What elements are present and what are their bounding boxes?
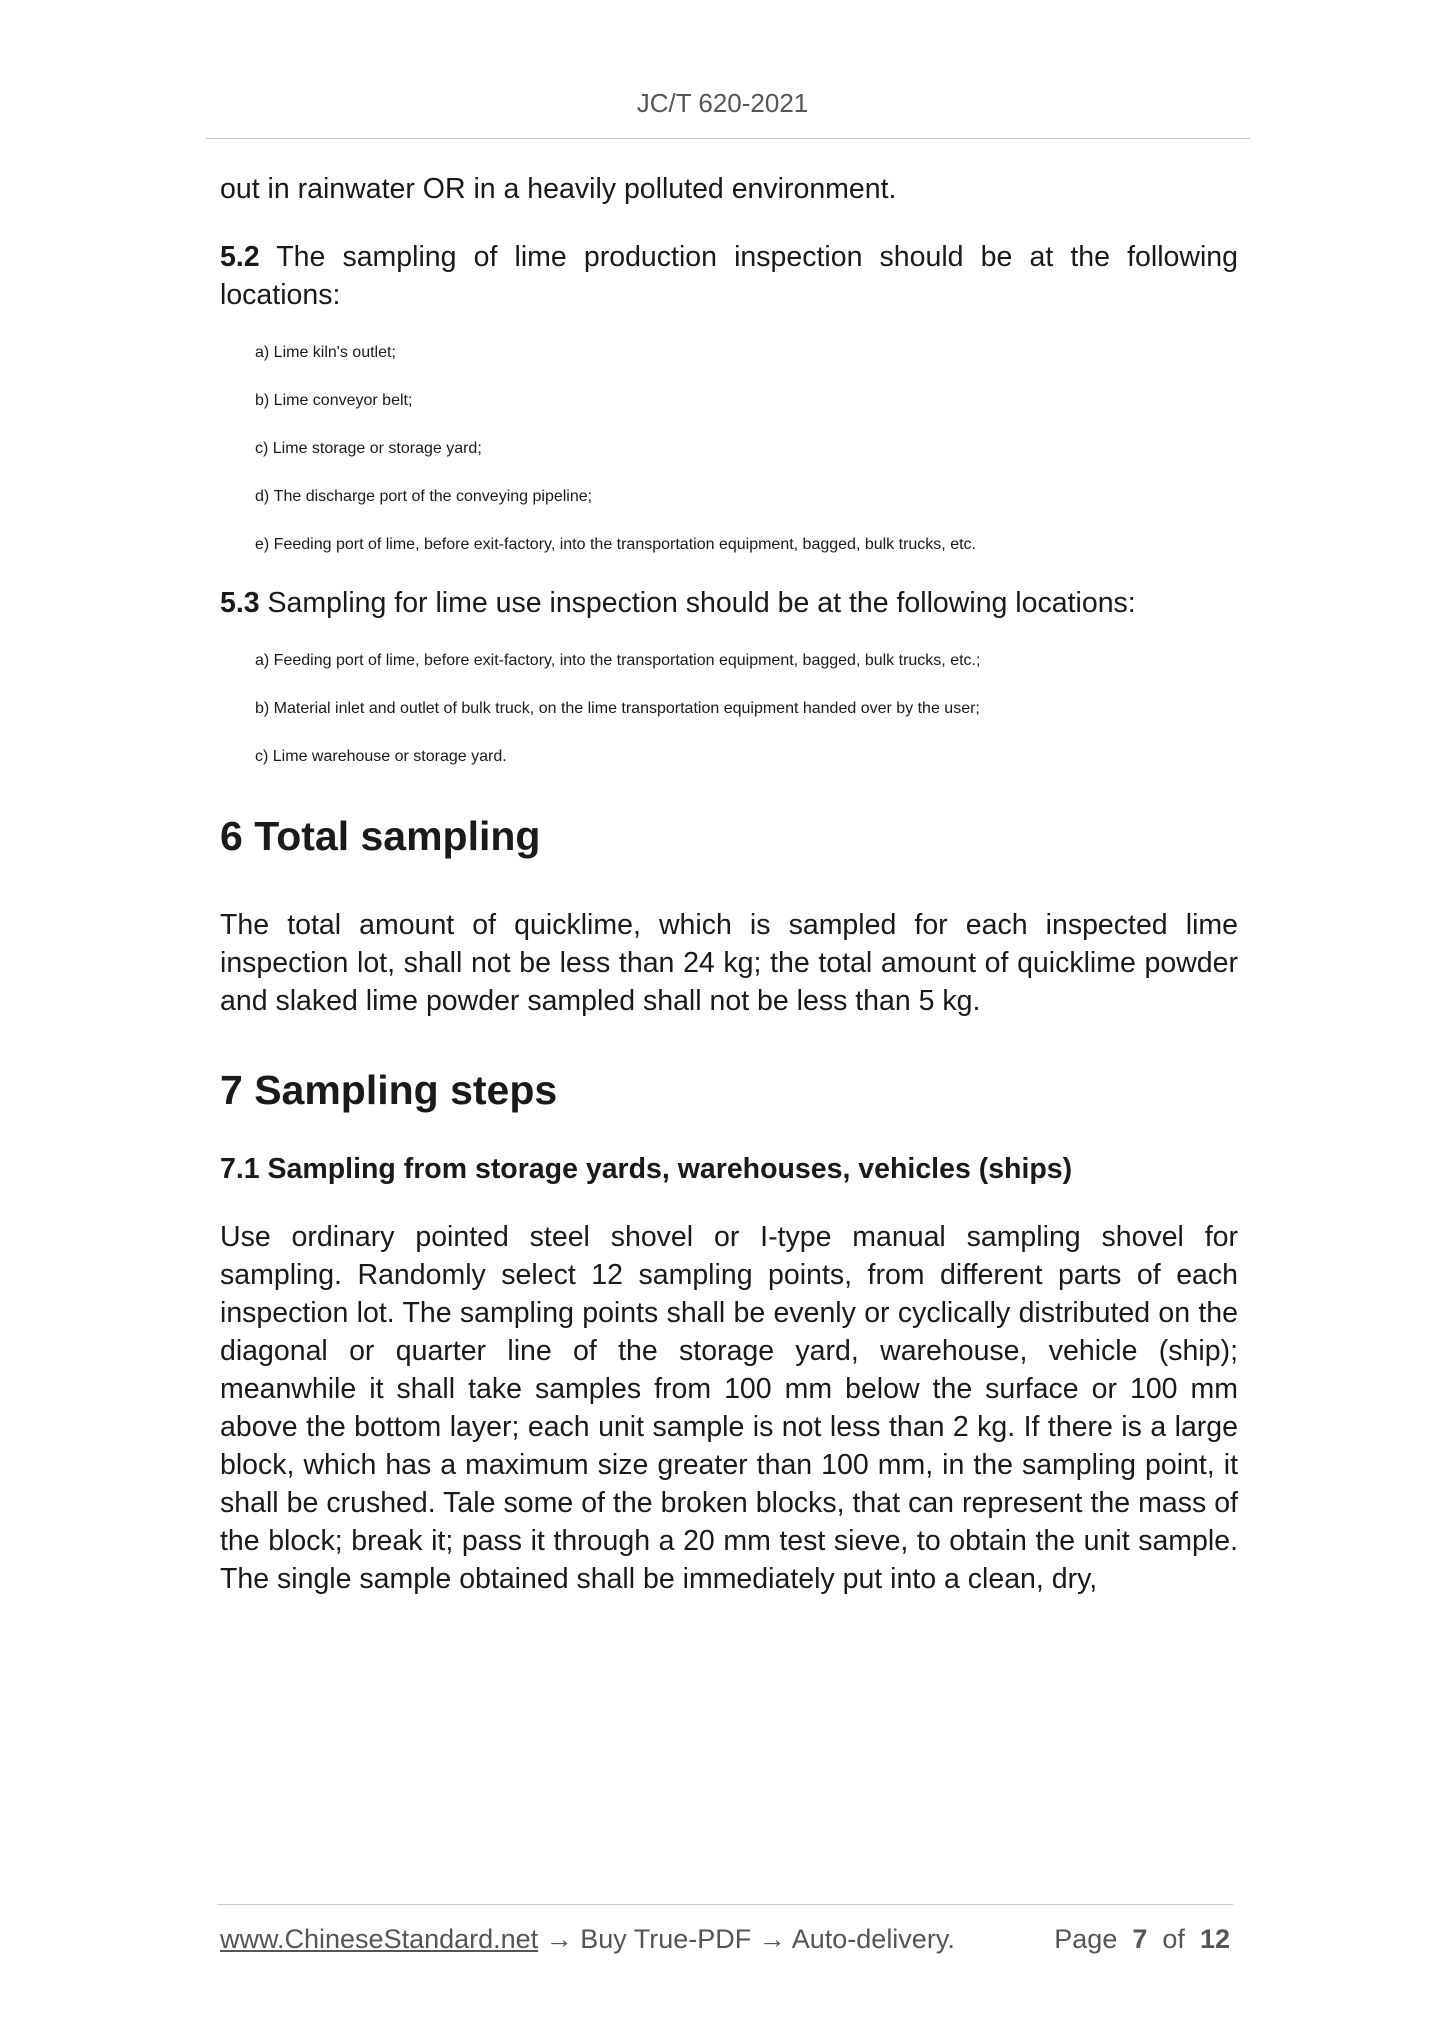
list-text: Lime kiln's outlet; [273,344,396,361]
list-text: Lime storage or storage yard; [272,440,482,457]
list-label: b) [255,392,274,409]
list-label: c) [255,440,273,457]
page-indicator [1054,1924,1230,1955]
page-body [220,170,1238,1598]
list-label: d) [255,488,274,505]
list-text: Lime warehouse or storage yard. [272,748,507,765]
clause-7-1-heading: 7.1 Sampling from storage yards, warehouses, vehicles (ships) [220,1153,1073,1185]
footer-divider [217,1904,1233,1905]
list-item [220,392,1238,410]
list-label: a) [255,344,274,361]
page-word: Page [1054,1924,1118,1954]
section-6-heading: 6 Total sampling [220,813,541,859]
list-text: Lime conveyor belt; [273,392,413,409]
list-label: b) [255,700,274,717]
footer-left [220,1924,955,1955]
header-divider [206,138,1250,139]
list-label: c) [255,748,273,765]
clause-text: Sampling for lime use inspection should be at the following locations: [259,587,1136,619]
list-item [220,488,1238,506]
list-text: Material inlet and outlet of bulk truck, on the lime transportation equipment handed over by the user; [273,700,980,717]
list-text: Feeding port of lime, before exit-factory, into the transportation equipment, bagged, bulk trucks, etc. [273,536,976,553]
list-label: e) [255,536,274,553]
list-item [220,440,1238,458]
list-label: a) [255,652,274,669]
list-item [220,536,1238,554]
running-header: JC/T 620-2021 [636,88,809,118]
list-text: The discharge port of the conveying pipeline; [273,488,593,505]
list-item [220,344,1238,362]
clause-5-2 [220,238,1238,314]
list-text: Feeding port of lime, before exit-factory, into the transportation equipment, bagged, bulk trucks, etc.; [273,652,981,669]
website-link[interactable]: www.ChineseStandard.net [220,1924,539,1954]
of-word: of [1162,1924,1185,1954]
clause-7-1-paragraph: Use ordinary pointed steel shovel or I-type manual sampling shovel for sampling. Randomly select 12 sampling points, from different parts of each inspection lot. The sampling points shall be evenly or cyclically distributed on the diagonal or quarter line of the storage yard, warehouse, vehicle (ship); meanwhile it shall take samples from 100 mm below the surface or 100 mm above the bottom layer; each unit sample is not less than 2 kg. If there is a large block, which has a maximum size greater than 100 mm, in the sampling point, it shall be crushed. Tale some of the broken blocks, that can represent the mass of the block; break it; pass it through a 20 mm test sieve, to obtain the unit sample. The single sample obtained shall be immediately put into a clean, dry, [220,1221,1238,1595]
page-number: 7 [1132,1924,1148,1954]
footer-tagline: → Buy True-PDF → Auto-delivery. [538,1924,955,1954]
clause-number: 5.3 [220,587,260,619]
intro-line: out in rainwater OR in a heavily polluted environment. [220,173,897,205]
page-footer [220,1924,1230,1955]
section-6-paragraph: The total amount of quicklime, which is sampled for each inspected lime inspection lot, shall not be less than 24 kg; the total amount of quicklime powder and slaked lime powder sampled shall not be less than 5 kg. [220,909,1238,1017]
page-total: 12 [1199,1924,1230,1954]
clause-5-3 [220,584,1238,622]
list-item [220,700,1238,718]
list-item [220,652,1238,670]
clause-number: 5.2 [220,241,260,273]
clause-text: The sampling of lime production inspection should be at the following locations: [220,241,1238,311]
section-7-heading: 7 Sampling steps [220,1067,558,1113]
list-item [220,748,1238,766]
